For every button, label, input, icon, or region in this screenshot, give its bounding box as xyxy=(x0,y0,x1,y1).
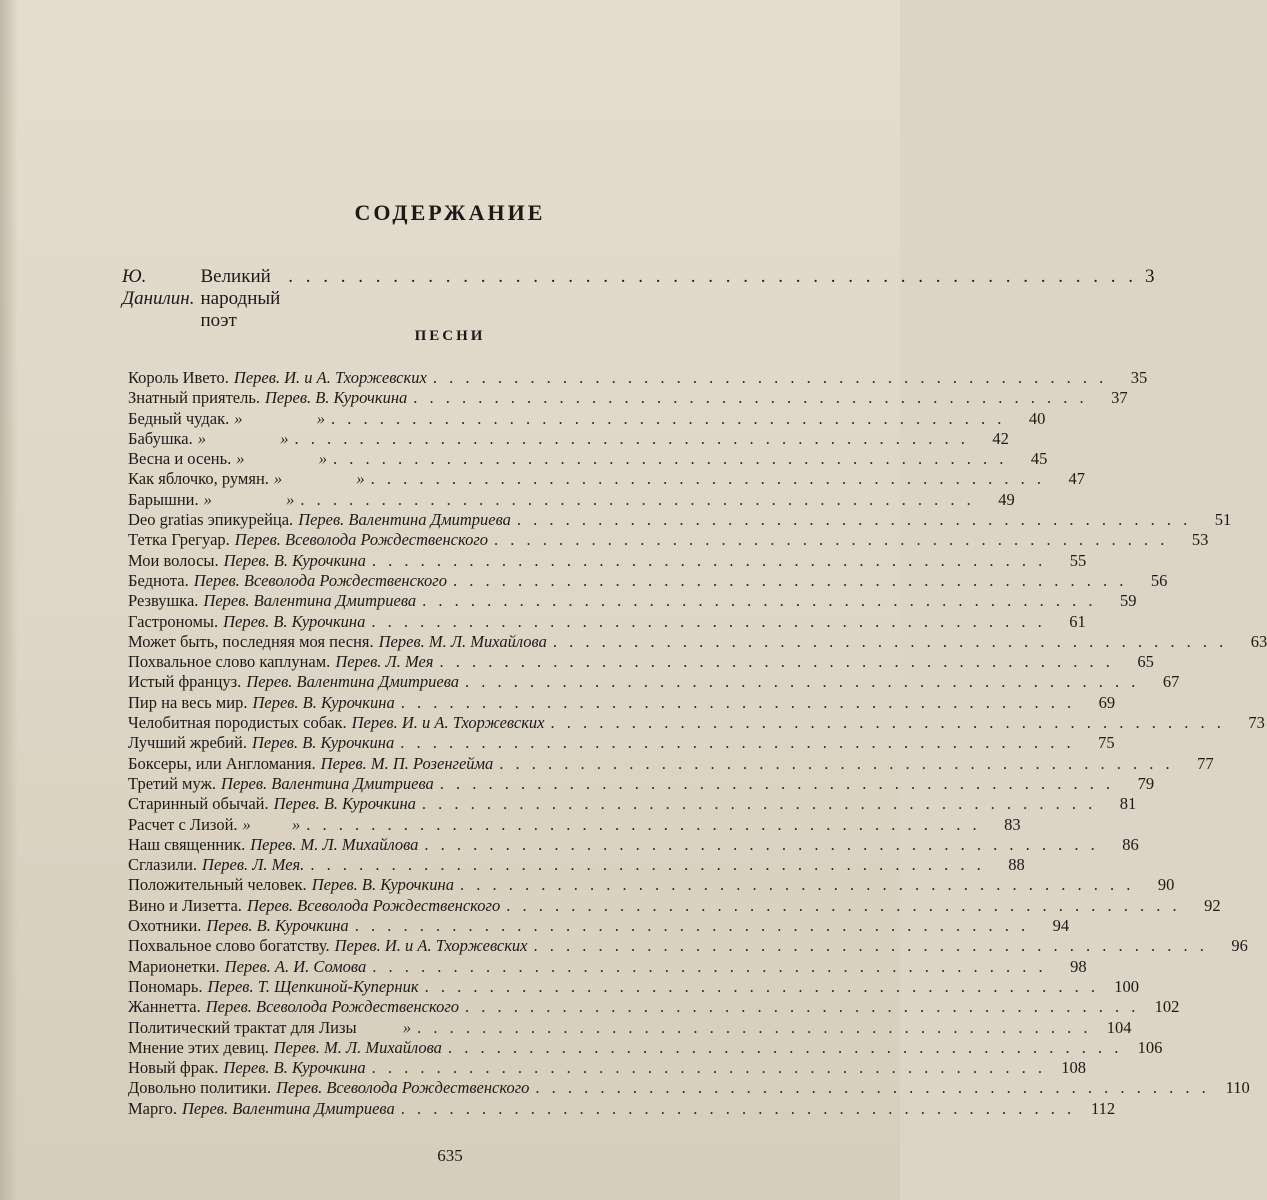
entry-title: Челобитная породистых собак. xyxy=(128,713,347,733)
entry-title: Истый француз. xyxy=(128,672,242,692)
leader-dots: . . . . . . . . . . . . . . . . . . . . . . . . . . . . . . . . . . . . . . . . . . xyxy=(439,652,1114,672)
entry-page-number: 49 xyxy=(998,489,1015,509)
toc-entry xyxy=(128,489,1015,510)
intro-page-number: 3 xyxy=(1145,266,1155,287)
entry-translator: Перев. М. Л. Михайлова xyxy=(250,834,419,854)
entry-translator: Перев. Валентина Дмитриева xyxy=(221,773,434,793)
entry-title: Гастрономы. xyxy=(128,611,219,631)
toc-entry xyxy=(128,895,1221,916)
entry-page-number: 108 xyxy=(1061,1058,1087,1078)
entry-page-number: 37 xyxy=(1111,388,1128,408)
entry-title: Как яблочко, румян. xyxy=(128,469,269,489)
leader-dots: . . . . . . . . . . . . . . . . . . . . . . . . . . . . . . . . . . . . . . . . . . xyxy=(400,733,1075,753)
leader-dots: . . . . . . . . . . . . . . . . . . . . . . . . . . . . . . . . . . . . . . . . . . xyxy=(465,672,1140,692)
entry-title: Наш священник. xyxy=(128,834,246,854)
toc-entry xyxy=(128,631,1267,652)
toc-list xyxy=(128,368,1267,1119)
toc-entry xyxy=(128,570,1168,591)
leader-dots: . . . . . . . . . . . . . . . . . . . . . . . . . . . . . . . . . . . . . . . . . . xyxy=(371,611,1046,631)
entry-translator: » » xyxy=(197,428,289,448)
toc-entry xyxy=(128,449,1048,469)
toc-entry xyxy=(128,692,1116,713)
leader-dots: . . . . . . . . . . . . . . . . . . . . . . . . . . . . . . . . . . . . . . . . . . xyxy=(432,368,1108,387)
entry-page-number: 110 xyxy=(1225,1078,1250,1098)
entry-translator: Перев. М. П. Розенгейма xyxy=(320,753,494,773)
toc-entry xyxy=(128,773,1155,794)
entry-title: Резвушка. xyxy=(128,591,199,611)
entry-title: Беднота. xyxy=(128,570,189,590)
leader-dots: . . . . . . . . . . . . . . . . . . . . . . . . . . . . . . . . . . . . . . . . . . xyxy=(400,692,1076,712)
leader-dots: . . . . . . . . . . . . . . . . . . . . . . . . . . . . . . . . . . . . . . . . . . xyxy=(372,956,1047,976)
toc-entry xyxy=(128,916,1070,936)
toc-entry xyxy=(128,1058,1087,1078)
leader-dots: . . . . . . . . . . . . . . . . . . . . . . . . . . . . . . . . . . . . . . . . . . xyxy=(333,449,1008,469)
entry-title: Тетка Грегуар. xyxy=(128,530,230,550)
intro-title: Великий народный поэт xyxy=(200,266,281,331)
leader-dots: . . . . . . . . . . . . . . . . . . . . . . . . . . . . . . . . . . . . . . . . . . xyxy=(550,713,1225,733)
leader-dots: . . . . . . . . . . . . . . . . . . . . . . . . . . . . . . . . . . . . . . . . . . xyxy=(533,936,1208,956)
leader-dots: . . . . . . . . . . . . . . . . . . . . . . . . . . . . . . . . . . . . . . . . . . xyxy=(465,997,1140,1017)
entry-title: Бабушка. xyxy=(128,428,193,448)
entry-page-number: 45 xyxy=(1030,449,1048,469)
intro-author: Ю. Данилин. xyxy=(122,266,195,309)
entry-page-number: 90 xyxy=(1157,875,1175,895)
entry-translator: Перев. Всеволода Рождественского xyxy=(193,570,447,590)
entry-page-number: 61 xyxy=(1069,611,1086,631)
toc-entry xyxy=(128,976,1139,997)
leader-dots: . . . . . . . . . . . . . . . . . . . . . . . . . . . . . . . . . . . . . . . . . . xyxy=(516,510,1192,530)
entry-title: Deo gratias эпикурейца. xyxy=(128,510,294,530)
toc-entry xyxy=(128,936,1248,956)
entry-title: Довольно политики. xyxy=(128,1078,272,1098)
entry-title: Может быть, последняя моя песня. xyxy=(128,631,374,651)
entry-translator: Перев. Валентина Дмитриева xyxy=(246,672,460,692)
entry-title: Политический трактат для Лизы xyxy=(128,1017,357,1037)
entry-title: Мнение этих девиц. xyxy=(128,1037,269,1057)
entry-title: Марго. xyxy=(128,1098,177,1118)
entry-page-number: 67 xyxy=(1162,672,1180,692)
leader-dots: . . . . . . . . . . . . . . . . . . . . . . . . . . . . . . . . . . . . . . . . . . xyxy=(535,1078,1210,1098)
entry-translator: Перев. В. Курочкина xyxy=(206,916,349,936)
entry-page-number: 35 xyxy=(1130,368,1148,387)
leader-dots: . . . . . . . . . . . . . . . . . . . . . . . . . . . . . . . . . . . . . . . . . . xyxy=(439,773,1115,793)
toc-entry xyxy=(128,794,1137,814)
leader-dots: . . . . . . . . . . . . . . . . . . . . . . . . . . . . . . . . . . . . . . . . . . xyxy=(354,916,1030,936)
entry-title: Сглазили. xyxy=(128,855,198,875)
entry-page-number: 73 xyxy=(1248,713,1265,733)
entry-translator: Перев. Валентина Дмитриева xyxy=(203,591,417,611)
entry-translator: Перев. В. Курочкина xyxy=(311,875,454,895)
entry-page-number: 53 xyxy=(1191,530,1209,550)
toc-entry xyxy=(128,1017,1132,1038)
leader-dots: . . . . . . . . . . . . . . . . . . . . . . . . . . . . . . . . . . . . . . . . . . xyxy=(459,875,1135,895)
entry-translator: » » xyxy=(203,489,295,509)
leader-dots: . . . . . . . . . . . . . . . . . . . . . . . . . . . . . . . . . . . . . . . . . . xyxy=(413,388,1088,408)
entry-page-number: 98 xyxy=(1070,956,1087,976)
entry-title: Вино и Лизетта. xyxy=(128,895,242,915)
entry-title: Марионетки. xyxy=(128,956,220,976)
entry-translator: Перев. М. Л. Михайлова xyxy=(273,1037,442,1057)
entry-page-number: 96 xyxy=(1231,936,1248,956)
spine-shadow xyxy=(0,0,18,1200)
intro-entry xyxy=(122,266,1155,331)
entry-page-number: 94 xyxy=(1052,916,1070,936)
entry-page-number: 106 xyxy=(1137,1037,1163,1057)
entry-translator: Перев. В. Курочкина xyxy=(223,550,366,570)
entry-translator: Перев. И. и А. Тхоржевских xyxy=(233,368,427,387)
leader-dots: . . . . . . . . . . . . . . . . . . . . . . . . . . . . . . . . . . . . . . . . . . xyxy=(310,855,985,875)
toc-entry xyxy=(128,652,1154,672)
entry-translator: Перев. В. Курочкина xyxy=(251,733,395,753)
entry-translator: » » xyxy=(273,469,365,489)
entry-translator: Перев. М. Л. Михайлова xyxy=(378,631,547,651)
toc-entry xyxy=(128,368,1148,388)
leader-dots: . . . . . . . . . . . . . . . . . . . . . . . . . . . . . . . . . . . . . . . . . . xyxy=(424,976,1099,996)
entry-translator: Перев. Всеволода Рождественского xyxy=(205,997,460,1017)
toc-entry xyxy=(128,550,1087,571)
entry-translator: » xyxy=(361,1017,412,1037)
entry-page-number: 77 xyxy=(1197,753,1214,773)
entry-title: Жаннетта. xyxy=(128,997,201,1017)
entry-translator: Перев. Валентина Дмитриева xyxy=(298,510,511,530)
leader-dots: . . . . . . . . . . . . . . . . . . . . . . . . . . . . . . . . . . . . . . . . . . xyxy=(294,428,969,448)
entry-page-number: 56 xyxy=(1150,570,1168,590)
toc-entry xyxy=(128,388,1128,408)
leader-dots: . . . . . . . . . . . . . . . . . . . . . . . . . . . . . . . . . . . . . . . . . . xyxy=(499,753,1174,773)
toc-entry xyxy=(128,611,1086,632)
entry-title: Барышни. xyxy=(128,489,199,509)
toc-entry xyxy=(128,672,1180,692)
entry-page-number: 51 xyxy=(1214,510,1232,530)
toc-entry xyxy=(128,713,1265,733)
leader-dots: . . . . . . . . . . . . . . . . . . . . . . . . . . . . . . . . . . . . . . . . . . xyxy=(452,570,1128,590)
toc-entry xyxy=(128,428,1009,449)
entry-page-number: 86 xyxy=(1122,834,1139,854)
leader-dots: . . . . . . . . . . . . . . . . . . . . . . . . . . . . . . . . . . . . . . . . . . . . . . . . . xyxy=(288,266,1138,287)
entry-title: Похвальное слово богатству. xyxy=(128,936,330,956)
entry-page-number: 88 xyxy=(1008,855,1025,875)
entry-translator: Перев. Всеволода Рождественского xyxy=(246,895,501,915)
entry-page-number: 83 xyxy=(1004,814,1021,834)
entry-page-number: 55 xyxy=(1069,550,1087,570)
entry-title: Новый фрак. xyxy=(128,1058,219,1078)
section-heading: ПЕСНИ xyxy=(414,328,486,344)
leader-dots: . . . . . . . . . . . . . . . . . . . . . . . . . . . . . . . . . . . . . . . . . . xyxy=(421,794,1097,814)
entry-translator: Перев. Л. Мея. xyxy=(202,855,305,875)
leader-dots: . . . . . . . . . . . . . . . . . . . . . . . . . . . . . . . . . . . . . . . . . . xyxy=(417,1017,1092,1037)
entry-translator: Перев. В. Курочкина xyxy=(223,1058,366,1078)
entry-page-number: 69 xyxy=(1098,692,1116,712)
entry-title: Знатный приятель. xyxy=(128,388,260,408)
leader-dots: . . . . . . . . . . . . . . . . . . . . . . . . . . . . . . . . . . . . . . . . . . xyxy=(371,1058,1047,1078)
leader-dots: . . . . . . . . . . . . . . . . . . . . . . . . . . . . . . . . . . . . . . . . . . xyxy=(424,834,1099,854)
toc-entry xyxy=(128,530,1209,550)
entry-page-number: 79 xyxy=(1137,773,1155,793)
entry-title: Расчет с Лизой. xyxy=(128,814,238,834)
entry-title: Положительный человек. xyxy=(128,875,307,895)
entry-title: Похвальное слово каплунам. xyxy=(128,652,331,672)
toc-entry xyxy=(128,855,1025,875)
leader-dots: . . . . . . . . . . . . . . . . . . . . . . . . . . . . . . . . . . . . . . . . . . xyxy=(330,408,1006,428)
leader-dots: . . . . . . . . . . . . . . . . . . . . . . . . . . . . . . . . . . . . . . . . . . xyxy=(494,530,1169,550)
leader-dots: . . . . . . . . . . . . . . . . . . . . . . . . . . . . . . . . . . . . . . . . . . xyxy=(370,469,1046,489)
entry-translator: Перев. В. Курочкина xyxy=(273,794,416,814)
leader-dots: . . . . . . . . . . . . . . . . . . . . . . . . . . . . . . . . . . . . . . . . . . xyxy=(506,895,1181,915)
leader-dots: . . . . . . . . . . . . . . . . . . . . . . . . . . . . . . . . . . . . . . . . . . xyxy=(300,489,975,509)
entry-page-number: 100 xyxy=(1114,976,1139,996)
entry-title: Бедный чудак. xyxy=(128,408,230,428)
entry-title: Третий муж. xyxy=(128,773,217,793)
entry-translator: Перев. Т. Щепкиной-Куперник xyxy=(207,976,419,996)
entry-title: Охотники. xyxy=(128,916,202,936)
entry-page-number: 75 xyxy=(1098,733,1115,753)
contents-heading: СОДЕРЖАНИЕ xyxy=(354,200,546,225)
entry-translator: Перев. Л. Мея xyxy=(335,652,434,672)
entry-title: Старинный обычай. xyxy=(128,794,269,814)
entry-title: Пир на весь мир. xyxy=(128,692,248,712)
entry-translator: Перев. И. и А. Тхоржевских xyxy=(334,936,528,956)
entry-page-number: 81 xyxy=(1119,794,1137,814)
entry-page-number: 112 xyxy=(1090,1098,1116,1118)
toc-entry xyxy=(128,753,1214,774)
toc-entry xyxy=(128,733,1115,753)
toc-entry xyxy=(128,997,1180,1017)
entry-page-number: 104 xyxy=(1106,1017,1132,1037)
entry-translator: Перев. Всеволода Рождественского xyxy=(276,1078,530,1098)
entry-translator: Перев. Всеволода Рождественского xyxy=(234,530,489,550)
entry-title: Пономарь. xyxy=(128,976,203,996)
toc-entry xyxy=(128,1098,1116,1119)
toc-entry xyxy=(128,875,1175,895)
entry-title: Король Ивето. xyxy=(128,368,229,387)
leader-dots: . . . . . . . . . . . . . . . . . . . . . . . . . . . . . . . . . . . . . . . . . . xyxy=(306,814,981,834)
toc-entry xyxy=(128,834,1139,855)
toc-entry xyxy=(128,408,1046,429)
entry-page-number: 63 xyxy=(1250,631,1267,651)
toc-entry xyxy=(128,469,1086,489)
entry-page-number: 47 xyxy=(1068,469,1086,489)
entry-translator: » » xyxy=(236,449,328,469)
entry-translator: Перев. В. Курочкина xyxy=(265,388,408,408)
entry-translator: Перев. В. Курочкина xyxy=(252,692,395,712)
leader-dots: . . . . . . . . . . . . . . . . . . . . . . . . . . . . . . . . . . . . . . . . . . xyxy=(371,550,1047,570)
toc-entry xyxy=(128,1078,1250,1098)
entry-title: Боксеры, или Англомания. xyxy=(128,753,316,773)
toc-entry xyxy=(128,591,1137,611)
toc-entry xyxy=(128,1037,1163,1058)
entry-translator: » » xyxy=(234,408,325,428)
entry-translator: » » xyxy=(242,814,301,834)
entry-translator: Перев. В. Курочкина xyxy=(223,611,366,631)
leader-dots: . . . . . . . . . . . . . . . . . . . . . . . . . . . . . . . . . . . . . . . . . . xyxy=(422,591,1097,611)
entry-page-number: 40 xyxy=(1028,408,1046,428)
toc-entry xyxy=(128,814,1021,835)
entry-title: Мои волосы. xyxy=(128,550,219,570)
entry-page-number: 59 xyxy=(1120,591,1137,611)
entry-page-number: 65 xyxy=(1137,652,1154,672)
entry-translator: Перев. И. и А. Тхоржевских xyxy=(351,713,545,733)
entry-page-number: 102 xyxy=(1154,997,1180,1017)
page-folio: 635 xyxy=(437,1146,463,1165)
entry-title: Лучший жребий. xyxy=(128,733,247,753)
toc-entry xyxy=(128,510,1232,530)
entry-title: Весна и осень. xyxy=(128,449,232,469)
entry-translator: Перев. Валентина Дмитриева xyxy=(181,1098,395,1118)
entry-page-number: 42 xyxy=(992,428,1009,448)
leader-dots: . . . . . . . . . . . . . . . . . . . . . . . . . . . . . . . . . . . . . . . . . . xyxy=(447,1037,1123,1057)
toc-entry xyxy=(128,956,1087,977)
entry-page-number: 92 xyxy=(1204,895,1221,915)
entry-translator: Перев. А. И. Сомова xyxy=(224,956,367,976)
leader-dots: . . . . . . . . . . . . . . . . . . . . . . . . . . . . . . . . . . . . . . . . . . xyxy=(400,1098,1076,1118)
leader-dots: . . . . . . . . . . . . . . . . . . . . . . . . . . . . . . . . . . . . . . . . . . xyxy=(552,631,1228,651)
